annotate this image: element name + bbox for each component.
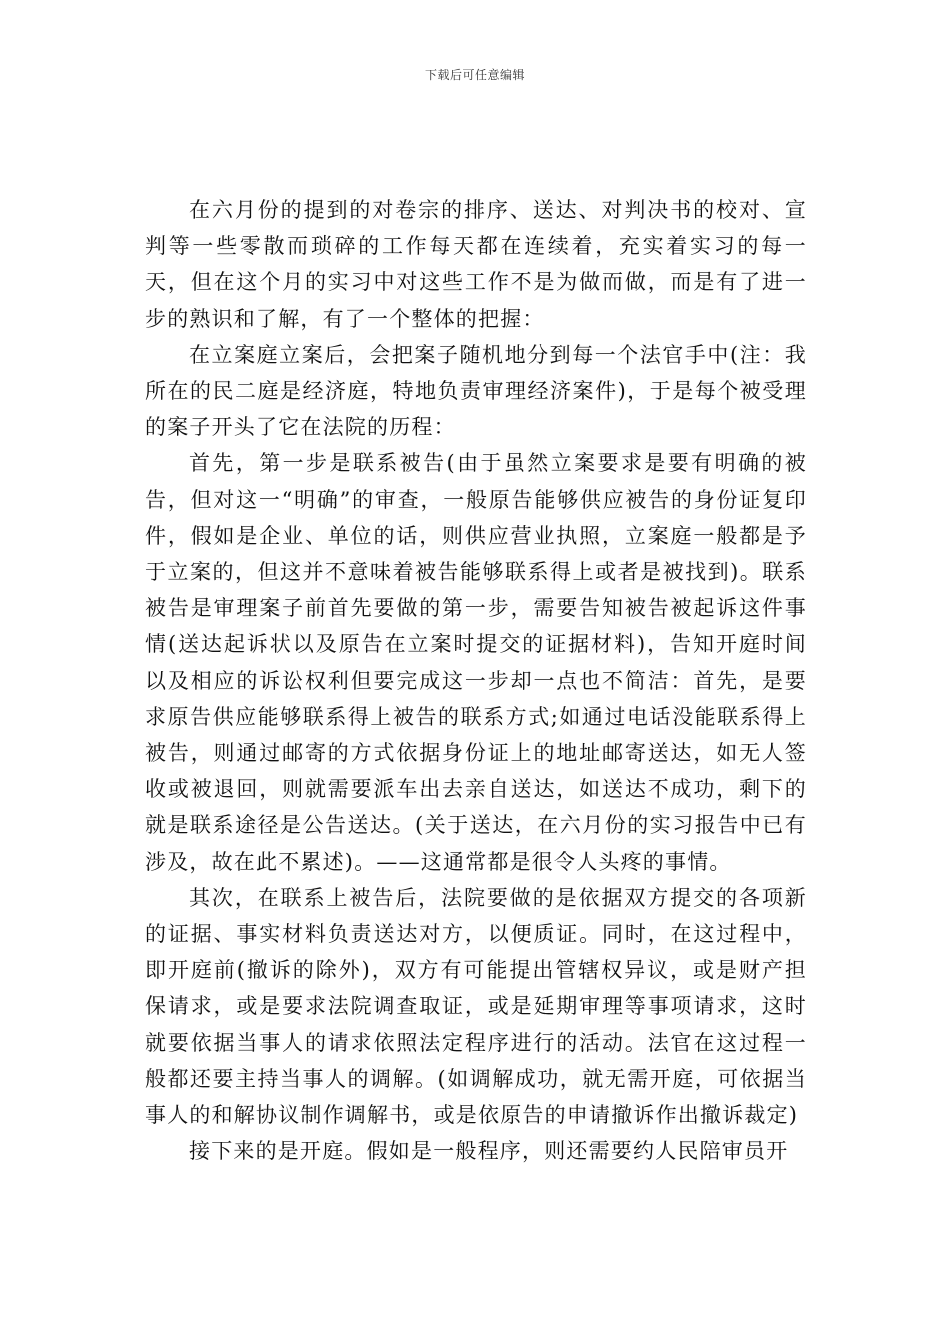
paragraph: 接下来的是开庭。假如是一般程序，则还需要约人民陪审员开 (189, 1139, 789, 1164)
paragraph: 首先，第一步是联系被告(由于虽然立案要求是要有明确的被告，但对这一“明确”的审查，一般原告能够供应被告的身份证复印件，假如是企业、单位的话，则供应营业执照，立案庭一般都是予于立案的，但这并不意味着被告能够联系得上或者是被找到)。联系被告是审理案子前首先要做的第一步，需要告知被告被起诉这件事情(送达起诉状以及原告在立案时提交的证据材料)，告知开庭时间以及相应的诉讼权利但要完成这一步却一点也不简洁：首先，是要求原告供应能够联系得上被告的联系方式;如通过电话没能联系得上被告，则通过邮寄的方式依据身份证上的地址邮寄送达，如无人签收或被退回，则就需要派车出去亲自送达，如送达不成功，剩下的就是联系途径是公告送达。(关于送达，在六月份的实习报告中已有涉及，故在此不累述)。——这通常都是很令人头疼的事情。 (145, 451, 807, 874)
paragraph: 在立案庭立案后，会把案子随机地分到每一个法官手中(注：我所在的民二庭是经济庭，特地负责审理经济案件)，于是每个被受理的案子开头了它在法院的历程： (145, 342, 807, 440)
paragraph: 其次，在联系上被告后，法院要做的是依据双方提交的各项新的证据、事实材料负责送达对方，以便质证。同时，在这过程中，即开庭前(撤诉的除外)，双方有可能提出管辖权异议，或是财产担保请求，或是要求法院调查取证，或是延期审理等事项请求，这时就要依据当事人的请求依照法定程序进行的活动。法官在这过程一般都还要主持当事人的调解。(如调解成功，就无需开庭，可依据当事人的和解协议制作调解书，或是依原告的申请撤诉作出撤诉裁定) (145, 885, 807, 1128)
document-body (145, 192, 807, 1169)
paragraph: 在六月份的提到的对卷宗的排序、送达、对判决书的校对、宣判等一些零散而琐碎的工作每天都在连续着，充实着实习的每一天，但在这个月的实习中对这些工作不是为做而做，而是有了进一步的熟识和了解，有了一个整体的把握： (145, 198, 807, 331)
page-header: 下载后可任意编辑 (424, 68, 525, 82)
